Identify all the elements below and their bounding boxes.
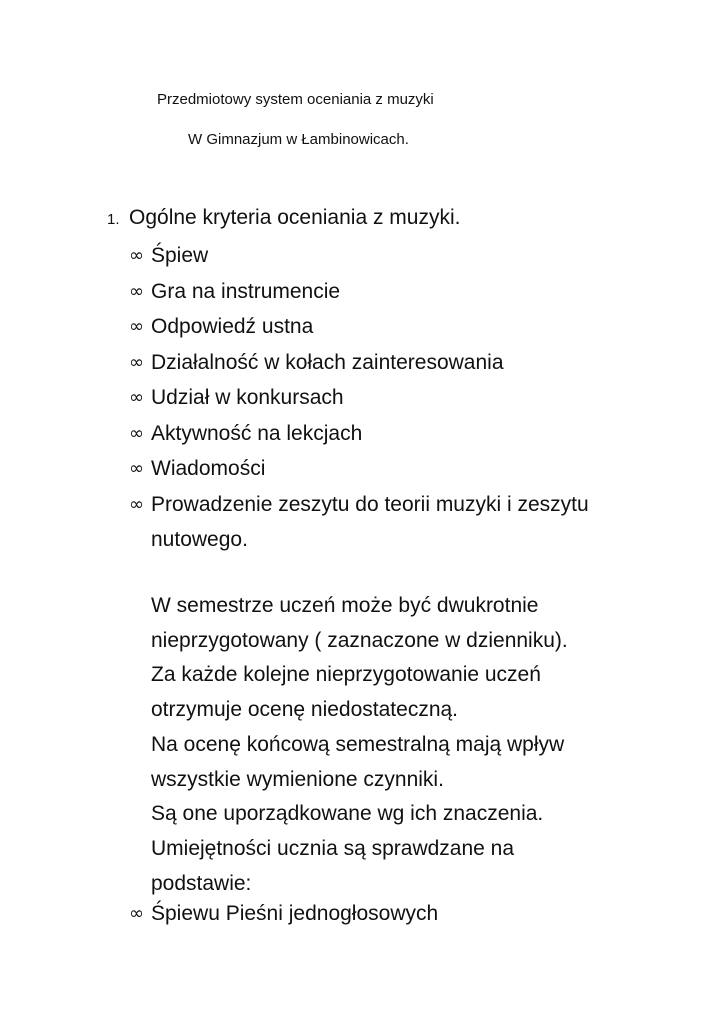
list-item — [129, 309, 649, 345]
list-item-text: Udział w konkursach — [151, 386, 344, 409]
infinity-bullet-icon: ∞ — [129, 422, 144, 444]
paragraph-line: W semestrze uczeń może być dwukrotnie — [151, 594, 539, 617]
infinity-bullet-icon: ∞ — [129, 493, 144, 515]
infinity-bullet-icon: ∞ — [129, 245, 144, 266]
document-title: Przedmiotowy system oceniania z muzyki — [157, 91, 434, 108]
section-heading: Ogólne kryteria oceniania z muzyki. — [129, 206, 461, 229]
unpreparedness-paragraph — [151, 589, 671, 901]
basis-list — [129, 896, 649, 931]
infinity-bullet-icon: ∞ — [129, 387, 144, 408]
infinity-bullet-icon: ∞ — [129, 280, 144, 302]
list-item-text: Działalność w kołach zainteresowania — [151, 350, 504, 374]
infinity-bullet-icon: ∞ — [129, 458, 144, 479]
infinity-bullet-icon: ∞ — [129, 316, 144, 337]
paragraph-line: Za każde kolejne nieprzygotowanie uczeń — [151, 663, 541, 687]
list-item-text: Odpowiedź ustna — [151, 315, 314, 338]
list-item-text: Aktywność na lekcjach — [151, 421, 363, 445]
section-number: 1. — [107, 211, 120, 228]
list-item — [129, 487, 649, 558]
criteria-list — [129, 238, 649, 558]
infinity-bullet-icon: ∞ — [129, 903, 144, 924]
list-item — [129, 380, 649, 416]
list-item — [129, 896, 649, 931]
infinity-bullet-icon: ∞ — [129, 351, 144, 373]
document-subtitle: W Gimnazjum w Łambinowicach. — [188, 131, 409, 148]
paragraph-line: otrzymuje ocenę niedostateczną. — [151, 698, 459, 722]
list-item-text: Gra na instrumencie — [151, 279, 341, 303]
paragraph-line: podstawie: — [151, 871, 252, 895]
list-item — [129, 451, 649, 487]
list-item-text: Śpiewu Pieśni jednogłosowych — [151, 902, 439, 925]
list-item — [129, 345, 649, 381]
list-item — [129, 416, 649, 452]
list-item-text: Śpiew — [151, 244, 209, 267]
paragraph-line: nieprzygotowany ( zaznaczone w dzienniku). — [151, 628, 568, 652]
paragraph-line: Na ocenę końcową semestralną mają wpływ — [151, 732, 565, 756]
paragraph-line: Umiejętności ucznia są sprawdzane na — [151, 836, 515, 860]
list-item-text: Wiadomości — [151, 457, 266, 480]
paragraph-line: wszystkie wymienione czynniki. — [151, 767, 444, 791]
list-item-text: Prowadzenie zeszytu do teorii muzyki i zeszytu nutowego. — [151, 492, 589, 551]
paragraph-line: Są one uporządkowane wg ich znaczenia. — [151, 802, 544, 826]
list-item — [129, 274, 649, 310]
list-item — [129, 238, 649, 274]
